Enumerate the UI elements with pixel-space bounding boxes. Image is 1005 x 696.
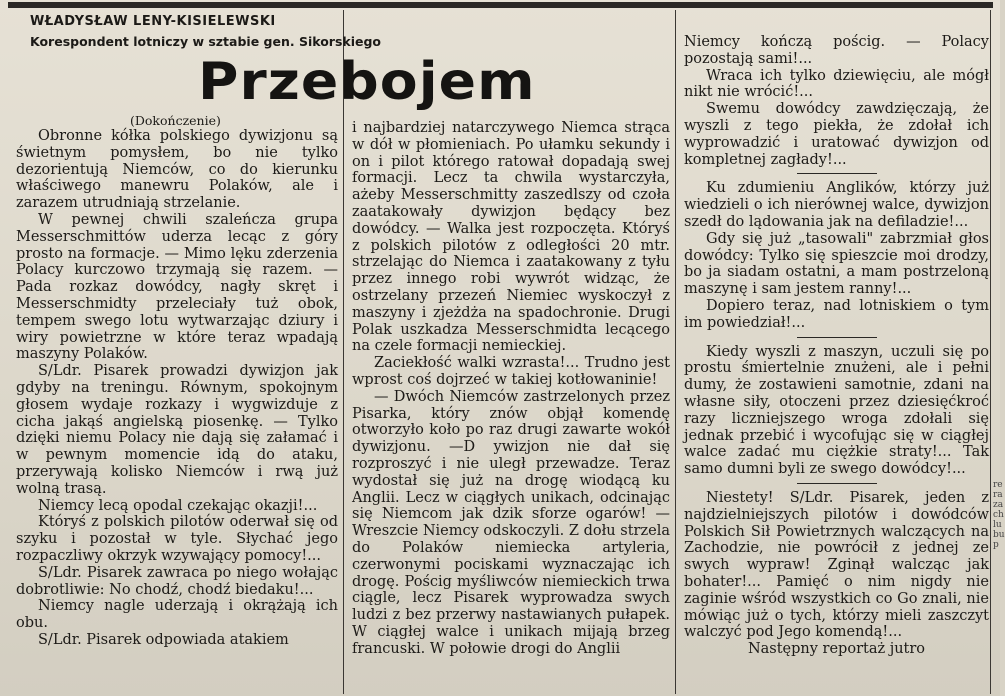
paragraph: Ku zdumieniu Anglików, którzy już wiedzieli o ich nierównej walce, dywizjon szedł do lądowania jak na defiladzie!... <box>684 180 989 230</box>
paragraph: — Dwóch Niemców zastrzelonych przez Pisarka, który znów objął komendę otworzyło koło po raz drugi zawarte wokół dywizjonu. —D ywizjon nie dał się rozproszyć i nie uległ przewadze. Teraz wydostał się już na drogę wiodącą ku Anglii. Lecz w ciągłych unikach, odcinając się Niemcom jak dzik sforze ogarów! — Wreszcie Niemcy odskoczyli. Z dołu strzela do Polaków niemiecka artyleria, czerwonymi pociskami wyznaczając ich drogę. Pościg myśliwców niemieckich trwa ciągle, lecz Pisarek wyprowadza swych ludzi z bez przerwy nastawianych pułapek. W ciągłej walce i unikach mijają brzeg francuski. W połowie drogi do Anglii <box>352 388 670 657</box>
paragraph: Któryś z polskich pilotów oderwał się od szyku i pozostał w tyle. Słychać jego rozpaczliwy okrzyk wzywający pomocy!... <box>16 514 338 564</box>
section-separator <box>797 173 877 174</box>
top-rule <box>8 2 993 8</box>
paragraph: Gdy się już „tasowali" zabrzmiał głos dowódcy: Tylko się spieszcie moi drodzy, bo ja siadam ostatni, a mam postrzeloną maszynę i sam jestem ranny!... <box>684 230 989 298</box>
paragraph: Wraca ich tylko dziewięciu, ale mógł nikt nie wrócić!... <box>684 67 989 101</box>
section-separator <box>797 337 877 338</box>
paragraph: Niemcy kończą pościg. — Polacy pozostają sami!... <box>684 34 989 67</box>
paragraph: Obronne kółka polskiego dywizjonu są świetnym pomysłem, bo nie tylko dezorientują Niemców, co do kierunku właściwego manewru Polaków, ale i zarazem utrudniają strzelanie. <box>16 128 338 212</box>
paragraph: Dopiero teraz, nad lotniskiem o tym im powiedział!... <box>684 297 989 331</box>
adjacent-column-fragment: re ra za ch lu bu p <box>993 480 1005 550</box>
paragraph: Niestety! S/Ldr. Pisarek, jeden z najdzielniejszych pilotów i dowódców Polskich Sił Powietrznych walczących na Zachodzie, nie powrócił z jednej ze swych wypraw! Zginął walcząc jak bohater!... Pamięć o nim nigdy nie zaginie wśród wszystkich co Go znali, nie mówiąc już o tych, którzy mieli zaszczyt walczyć pod Jego komendą!... <box>684 489 989 641</box>
paragraph: W pewnej chwili szaleńcza grupa Messerschmittów uderza lecąc z góry prosto na formacje. — Mimo lęku zderzenia Polacy kurczowo trzymają się razem. — Pada rozkaz dowódcy, nagły skręt i Messerschmidty przeleciały tuż obok, tempem swego lotu wytwarzając dziury i wiry powietrzne w które teraz wpadają maszyny Polaków. <box>16 211 338 363</box>
paragraph: Niemcy nagle uderzają i okrążają ich obu. <box>16 598 338 632</box>
article-author: WŁADYSŁAW LENY-KISIELEWSKI <box>30 14 276 29</box>
next-report-note: Następny reportaż jutro <box>747 641 926 658</box>
paragraph: i najbardziej natarczywego Niemca strąca w dół w płomieniach. Po ułamku sekundy i on i pilot którego ratował dopadają swej formacji. Lecz ta chwila wystarczyła, ażeby Messerschmitty zaszedlszy od czoła zaatakowały dywizjon będący bez dowódcy. — Walka jest rozpoczęta. Któryś z polskich pilotów z odległości 20 mtr. strzelając do Niemca i zaatakowany z tyłu przez innego robi wywrót widząc, że ostrzelany przezeń Niemiec wyskoczył z maszyny i zjeżdża na spadochronie. Drugi Polak uszkadza Messerschmidta lecącego na czele formacji nemieckiej. <box>352 120 670 355</box>
paragraph: Kiedy wyszli z maszyn, uczuli się po prostu śmiertelnie znużeni, ale i pełni dumy, że zostawieni samotnie, zdani na własne siły, otoczeni przez dziesięćkroć razy liczniejszego wroga zdołali się jednak przebić i wycofując się w ciągłej walce zadać mu ciężkie straty!... Tak samo dumni byli ze swego dowódcy!... <box>684 343 989 478</box>
article-column-2 <box>352 120 670 658</box>
paragraph: S/Ldr. Pisarek prowadzi dywizjon jak gdyby na treningu. Równym, spokojnym głosem wydaje rozkazy i wygwizduje z cicha jakąś angielską piosenkę. — Tylko dzięki niemu Polacy nie dają się załamać i w pewnym momencie idą do ataku, przerywają kolisko Niemców i rwą już wolną trasą. <box>16 363 338 497</box>
continuation-note: (Dokończenie) <box>130 113 221 128</box>
author-role: Korespondent lotniczy w sztabie gen. Sikorskiego <box>30 34 382 49</box>
article-column-1 <box>16 128 338 649</box>
column-divider <box>675 10 676 694</box>
section-separator <box>797 483 877 484</box>
paragraph: Niemcy lecą opodal czekając okazji!... <box>38 497 318 514</box>
paragraph: Zaciekłość walki wzrasta!... Trudno jest wprost coś dojrzeć w takiej kotłowaninie! <box>352 355 670 388</box>
paragraph: S/Ldr. Pisarek zawraca po niego wołając dobrotliwie: No chodź, chodź biedaku!... <box>16 564 338 598</box>
article-headline: Przebojem <box>198 52 536 112</box>
paragraph: Swemu dowódcy zawdzięczają, że wyszli z tego piekła, że zdołał ich wyprowadzić i uratować dywizjon od kompletnej zagłady!... <box>684 101 989 168</box>
column-divider <box>990 10 991 694</box>
column-divider <box>343 10 344 694</box>
paragraph: S/Ldr. Pisarek odpowiada atakiem <box>38 631 289 648</box>
article-column-3 <box>684 34 989 658</box>
